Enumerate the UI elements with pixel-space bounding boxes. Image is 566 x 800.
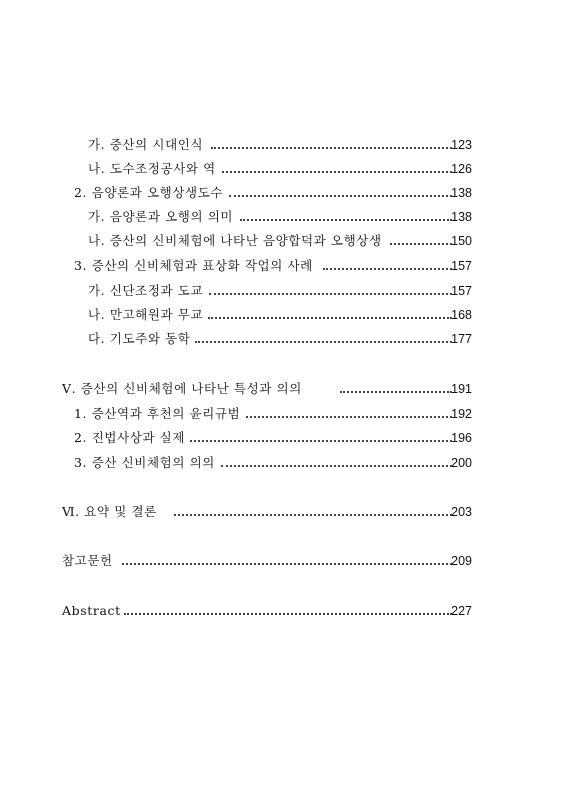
toc-page-number: 191 bbox=[451, 382, 472, 396]
toc-page-number: 150 bbox=[451, 234, 472, 248]
toc-page-number: 123 bbox=[451, 138, 472, 152]
toc-entry bbox=[0, 159, 566, 179]
toc-entry-label: 나. 도수조정공사와 역 bbox=[88, 161, 216, 176]
dot-leader bbox=[190, 440, 452, 442]
toc-entry-label: 가. 신단조정과 도교 bbox=[88, 283, 204, 298]
dot-leader bbox=[229, 195, 452, 197]
toc-page-number: 227 bbox=[451, 604, 472, 618]
toc-entry bbox=[0, 502, 566, 522]
toc-entry bbox=[0, 281, 566, 301]
dot-leader bbox=[211, 147, 452, 149]
dot-leader bbox=[208, 317, 452, 319]
toc-entry bbox=[0, 379, 566, 399]
toc-entry bbox=[0, 428, 566, 448]
dot-leader bbox=[209, 293, 452, 295]
toc-entry-label: Ⅴ. 증산의 신비체험에 나타난 특성과 의의 bbox=[62, 381, 302, 396]
toc-entry-label: Abstract bbox=[62, 603, 121, 618]
toc-page-number: 200 bbox=[451, 456, 472, 470]
toc-entry bbox=[0, 231, 566, 251]
dot-leader bbox=[246, 416, 452, 418]
toc-entry bbox=[0, 207, 566, 227]
toc-page-number: 168 bbox=[451, 308, 472, 322]
toc-entry-label: 2. 음양론과 오행상생도수 bbox=[74, 185, 224, 200]
toc-entry-label: 다. 기도주와 동학 bbox=[88, 331, 191, 346]
dot-leader bbox=[124, 613, 452, 615]
dot-leader bbox=[174, 514, 452, 516]
toc-entry-label: 3. 증산의 신비체험과 표상화 작업의 사례 bbox=[74, 258, 313, 273]
toc-page-number: 209 bbox=[451, 554, 472, 568]
dot-leader bbox=[390, 243, 452, 245]
dot-leader bbox=[323, 268, 452, 270]
toc-entry-label: 가. 중산의 시대인식 bbox=[88, 137, 204, 152]
toc-entry-label: 2. 진법사상과 실제 bbox=[74, 430, 185, 445]
toc-page-number: 126 bbox=[451, 162, 472, 176]
toc-page-number: 196 bbox=[451, 431, 472, 445]
toc-entry-label: 나. 증산의 신비체험에 나타난 음양합덕과 오행상생 bbox=[88, 233, 382, 248]
toc-page-number: 157 bbox=[451, 259, 472, 273]
toc-page-number: 138 bbox=[451, 210, 472, 224]
toc-entry bbox=[0, 404, 566, 424]
toc-entry-label: Ⅵ. 요약 및 결론 bbox=[62, 504, 157, 519]
toc-entry-label: 가. 음양론과 오행의 의미 bbox=[88, 209, 234, 224]
toc-entry bbox=[0, 305, 566, 325]
toc-entry bbox=[0, 551, 566, 571]
toc-entry-label: 나. 만고해원과 무교 bbox=[88, 307, 204, 322]
toc-page-number: 177 bbox=[451, 332, 472, 346]
toc-page-number: 203 bbox=[451, 505, 472, 519]
toc-page-number: 138 bbox=[451, 186, 472, 200]
toc-entry bbox=[0, 601, 566, 621]
toc-entry bbox=[0, 453, 566, 473]
dot-leader bbox=[240, 219, 452, 221]
toc-entry bbox=[0, 183, 566, 203]
dot-leader bbox=[195, 341, 452, 343]
toc-entry bbox=[0, 135, 566, 155]
toc-entry bbox=[0, 256, 566, 276]
dot-leader bbox=[221, 465, 452, 467]
toc-entry-label: 1. 증산역과 후천의 윤리규범 bbox=[74, 406, 241, 421]
dot-leader bbox=[122, 563, 452, 565]
dot-leader bbox=[340, 391, 452, 393]
toc-entry-label: 참고문헌 bbox=[62, 553, 113, 568]
toc-entry bbox=[0, 329, 566, 349]
toc-page-number: 157 bbox=[451, 284, 472, 298]
toc-entry-label: 3. 증산 신비체험의 의의 bbox=[74, 455, 215, 470]
dot-leader bbox=[222, 171, 452, 173]
toc-page-number: 192 bbox=[451, 407, 472, 421]
